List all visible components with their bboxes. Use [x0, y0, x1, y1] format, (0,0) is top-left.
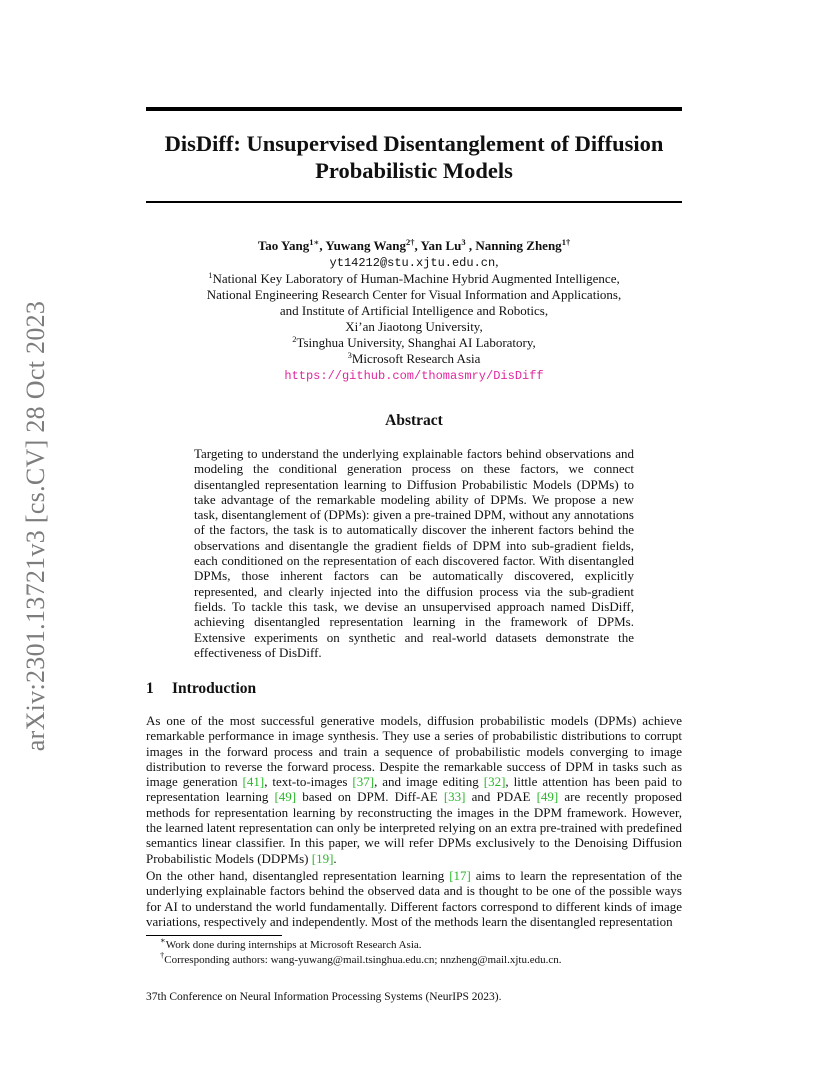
affiliation-superscript: 3: [347, 350, 352, 360]
citation-link[interactable]: [33]: [443, 789, 466, 805]
affiliation-1-line-1: [146, 271, 682, 287]
citation-link[interactable]: [32]: [483, 774, 506, 790]
author-name: Yan Lu: [420, 238, 462, 253]
footnotes: [160, 935, 680, 967]
footnote-mark: ∗: [160, 935, 166, 945]
affiliation-superscript: 1: [208, 270, 213, 280]
section-title: Introduction: [172, 680, 257, 697]
citation-link[interactable]: [49]: [274, 789, 297, 805]
paragraph-text: On the other hand, disentangled representation learning: [146, 868, 450, 883]
affiliation-1-line-3: and Institute of Artificial Intelligence and Robotics,: [279, 303, 549, 318]
paragraph-text: As one of the most successful generative models, diffusion probabilistic models (DPMs) achieve remarkable performance in image synthesis. They use a series of probabilistic distributions to corrupt images in the forward process and train a sequence of probabilistic models converging to image distribution to reverse the forward process. Despite the remarkable success of DPM in tasks such as image generation: [146, 713, 682, 790]
abstract-heading: Abstract: [385, 412, 443, 429]
author-email: yt14212@stu.xjtu.edu.cn: [329, 256, 496, 270]
paragraph-text: , little attention has been paid to representation learning: [146, 774, 682, 805]
author-superscript: 3: [461, 237, 466, 247]
footnote-text: Corresponding authors: wang-yuwang@mail.tsinghua.edu.cn; nnzheng@mail.xjtu.edu.cn.: [164, 953, 562, 966]
intro-paragraph-1: [146, 713, 682, 866]
author-name: Yuwang Wang: [325, 238, 406, 253]
title-line-2: Probabilistic Models: [315, 158, 513, 183]
github-line: [146, 367, 682, 384]
author-name: Tao Yang: [257, 238, 310, 253]
footnote-1: [160, 935, 680, 953]
citation-link[interactable]: [37]: [352, 774, 375, 790]
paragraph-text: based on DPM. Diff-AE: [296, 789, 444, 805]
author-names: Tao Yang$^{1∗}$, Yuwang Wang$^{2\dagger}$, Yan Lu$^3$ , Nanning Zheng$^{1\dagger}$: [257, 237, 571, 253]
top-rule: [146, 107, 682, 111]
conference-note: 37th Conference on Neural Information Processing Systems (NeurIPS 2023).: [146, 991, 502, 1003]
footnote-mark: †: [160, 949, 165, 960]
abstract-body: Targeting to understand the underlying explainable factors behind observations and modeling the conditional generation process on these factors, we connect disentangled representation learning to Diffusion Probabilistic Models (DPMs) to take advantage of the remarkable modeling ability of DPMs. We propose a new task, disentanglement of (DPMs): given a pre-trained DPM, without any annotations of the factors, the task is to automatically discover the inherent factors behind the observations and disentangle the gradient fields of DPM into sub-gradient fields, each conditioned on the representation of each discovered factor. With disentangled DPMs, those inherent factors can be automatically discovered, explicitly represented, and clearly injected into the diffusion process via the sub-gradient fields. To tackle this task, we devise an unsupervised approach named DisDiff, achieving disentangled representation learning in the framework of DPMs. Extensive experiments on synthetic and real-world datasets demonstrate the effectiveness of DisDiff.: [194, 446, 634, 660]
section-number: 1: [146, 680, 154, 697]
paragraph-text: , and image editing: [374, 774, 484, 790]
paragraph-text: are recently proposed methods for representation learning by reconstructing the images in the DPM framework. However, the learned latent representation can only be interpreted relying on an extra pre-trained with predefined semantics linear classifier. In this paper, we will refer DPMs exclusively to the Denoising Diffusion Probabilistic Models (DDPMs): [146, 789, 683, 866]
citation-link[interactable]: [17]: [449, 868, 471, 883]
footnote-2: [160, 949, 680, 968]
paragraph-text: and PDAE: [465, 789, 537, 805]
github-link[interactable]: https://github.com/thomasmry/DisDiff: [284, 369, 544, 383]
title-rule: [146, 201, 682, 203]
paragraph-text: .: [333, 850, 337, 866]
affiliation-text: National Key Laboratory of Human-Machine Hybrid Augmented Intelligence,: [212, 271, 620, 286]
citation-link[interactable]: [19]: [311, 850, 334, 866]
author-block: [146, 238, 682, 384]
arxiv-identifier-stamp: arXiv:2301.13721v3 [cs.CV] 28 Oct 2023: [21, 300, 50, 752]
affiliation-text: Tsinghua University, Shanghai AI Laboratory,: [296, 335, 536, 350]
paper-title: [146, 130, 682, 184]
section-heading-introduction: [146, 680, 256, 698]
paragraph-text: , text-to-images: [264, 774, 353, 790]
affiliation-3: [146, 351, 682, 367]
author-superscript: 2†: [405, 237, 415, 247]
footnote-rule: [146, 935, 282, 936]
affiliation-1-line-4: Xi’an Jiaotong University,: [345, 319, 483, 334]
footnote-text: Work done during internships at Microsoft Research Asia.: [165, 939, 422, 951]
paragraph-text: aims to learn the representation of the underlying explainable factors behind the observed data and is thought to be one of the possible ways for AI to understand the world fundamentally. Different factors correspond to different kinds of image variations, respectively and independently. Most of the methods learn the disentangled representation: [146, 868, 683, 929]
affiliation-1-line-2: National Engineering Research Center for Visual Information and Applications,: [206, 287, 622, 302]
title-line-1: DisDiff: Unsupervised Disentanglement of Diffusion: [164, 131, 664, 156]
citation-link[interactable]: [49]: [536, 789, 559, 805]
email-line: yt14212@stu.xjtu.edu.cn,: [329, 254, 499, 270]
affiliation-text: Microsoft Research Asia: [351, 351, 481, 366]
affiliation-superscript: 2: [292, 334, 297, 344]
author-name: Nanning Zheng: [475, 238, 562, 253]
author-superscript: 1†: [561, 237, 571, 247]
citation-link[interactable]: [41]: [242, 774, 265, 790]
intro-paragraph-2: [146, 868, 682, 929]
author-superscript: 1∗: [309, 237, 320, 247]
affiliation-2: [146, 335, 682, 351]
